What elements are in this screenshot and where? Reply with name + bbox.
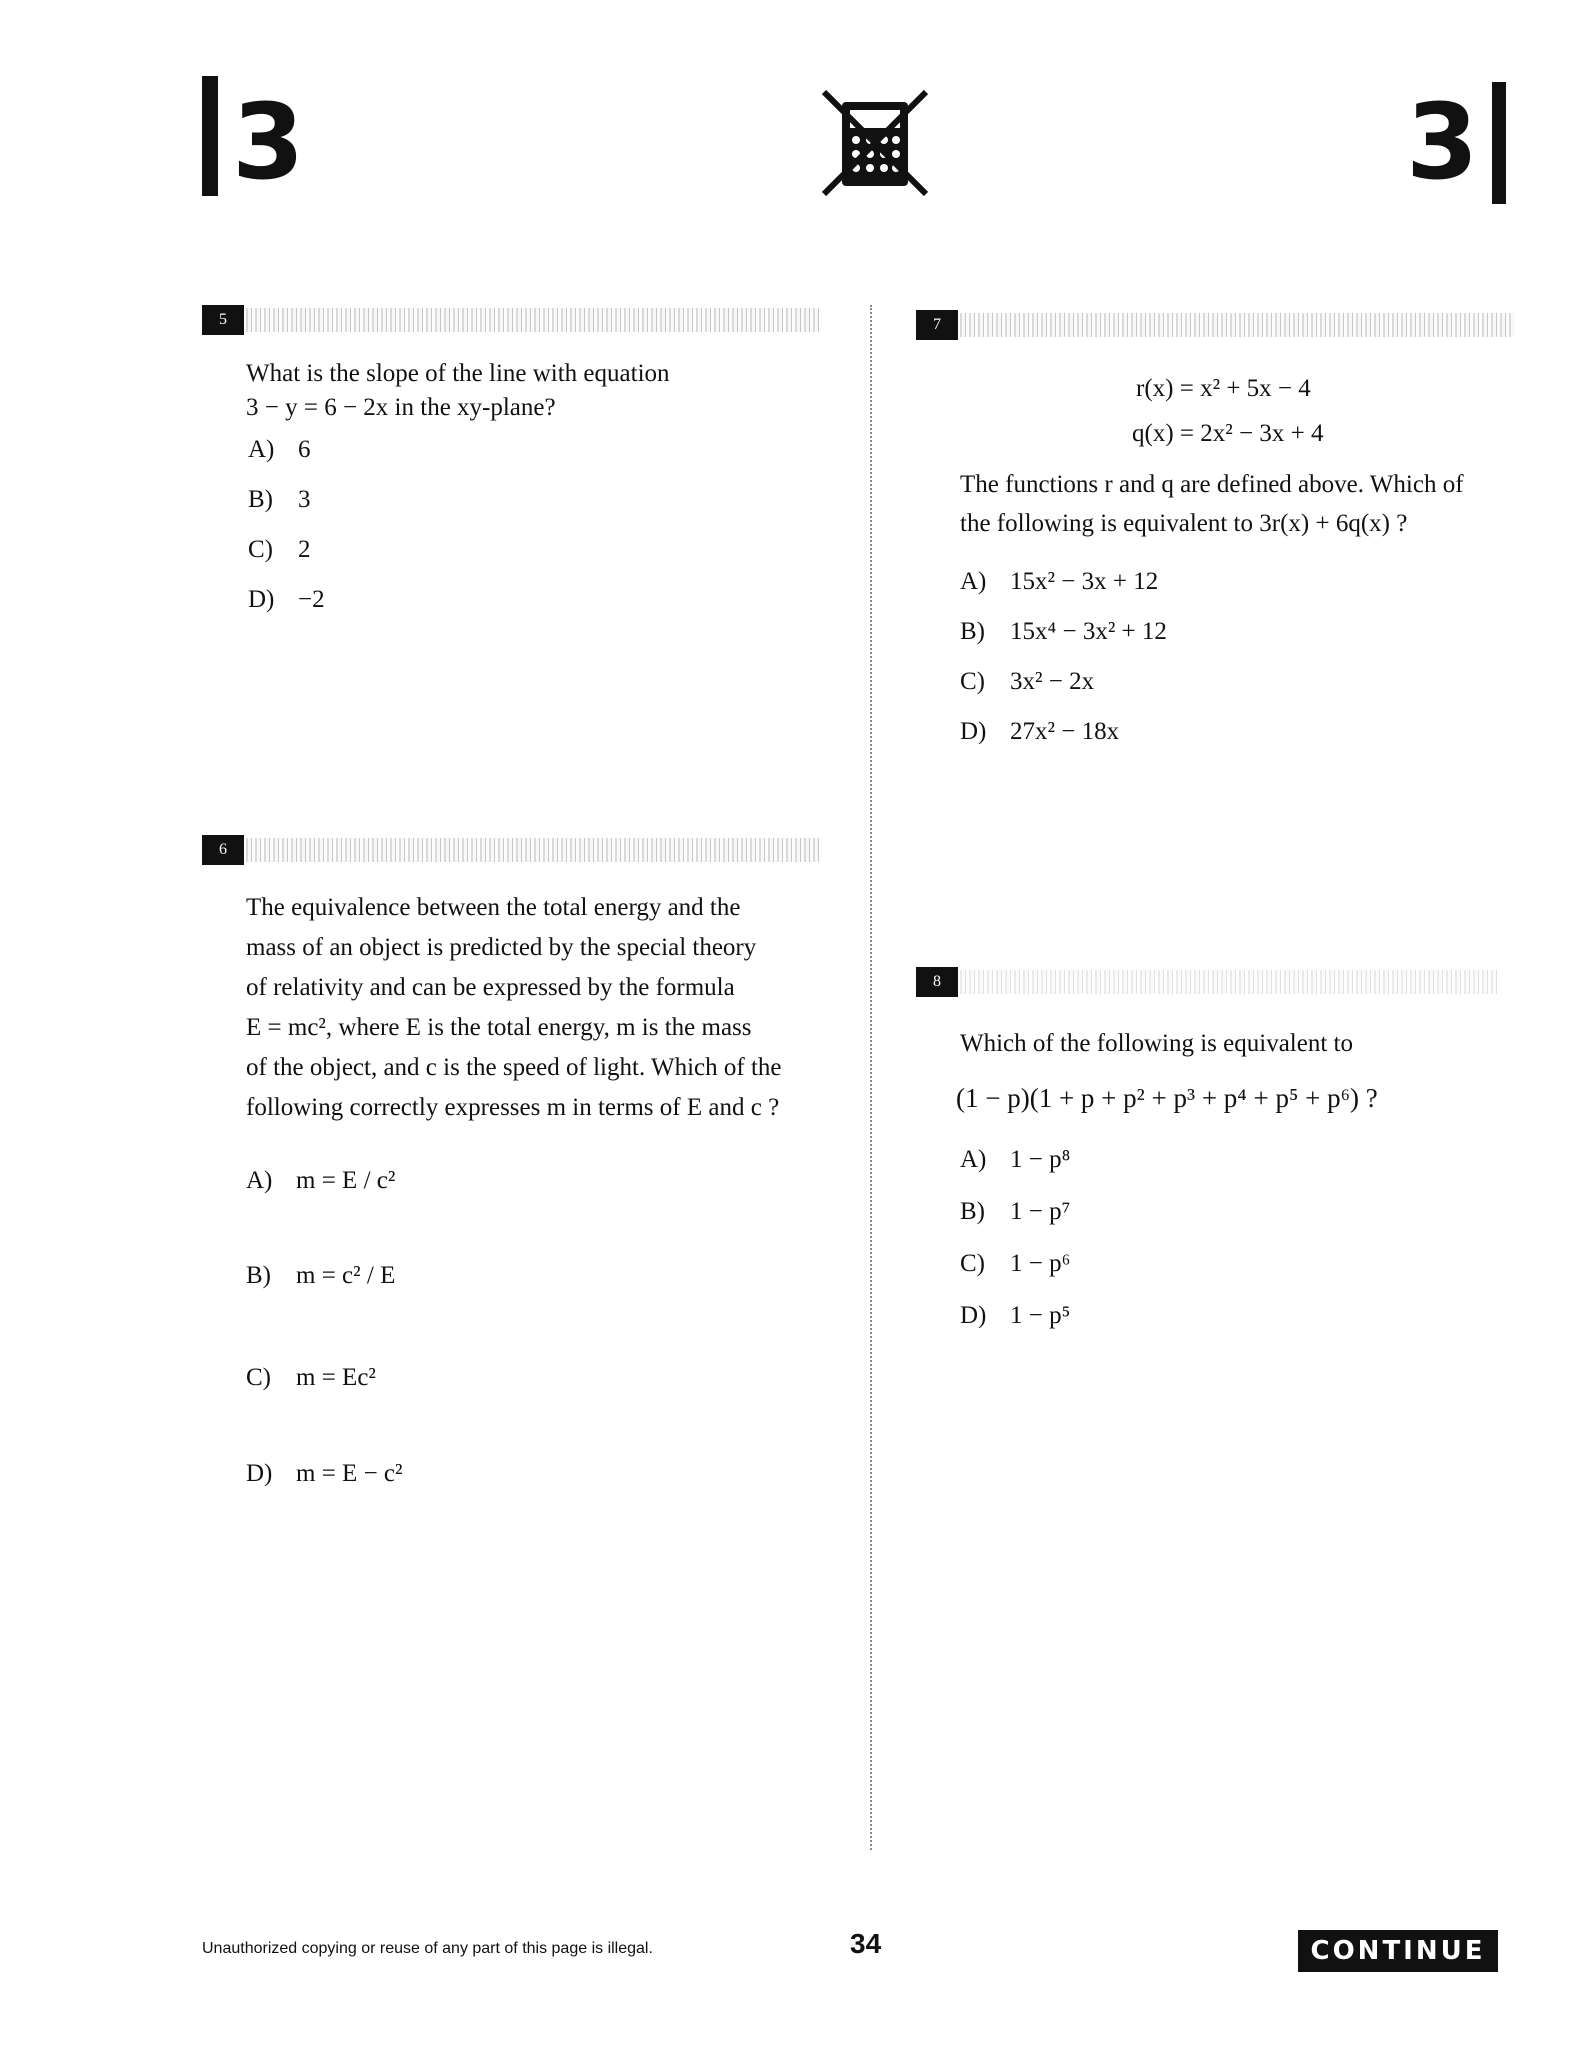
choice-label: A) [246, 1167, 273, 1194]
choice-7d[interactable] [960, 716, 1119, 748]
choice-value: 1 − p⁵ [1010, 1302, 1071, 1329]
section-bar-right [1492, 82, 1506, 204]
choice-value: m = c² / E [296, 1262, 396, 1289]
choice-value: m = Ec² [296, 1364, 376, 1391]
function-r: r(x) = x² + 5x − 4 [1136, 375, 1311, 402]
choice-7b[interactable] [960, 616, 1167, 648]
question-6-text-line-6: following correctly expresses m in terms of E and c ? [246, 1094, 780, 1121]
choice-5d[interactable] [248, 584, 325, 616]
question-6-text-line-4: E = mc², where E is the total energy, m is the mass [246, 1014, 752, 1041]
question-7-header [916, 310, 1514, 340]
choice-label: A) [960, 1146, 987, 1173]
section-number-right: 3 [1406, 81, 1479, 203]
choice-label: C) [246, 1364, 271, 1391]
question-7-text-line-2: the following is equivalent to 3r(x) + 6q(x) ? [960, 510, 1408, 537]
choice-value: m = E − c² [296, 1460, 403, 1487]
question-5-text-line-1: What is the slope of the line with equation [246, 360, 670, 387]
question-8-header [916, 967, 1500, 997]
choice-8a[interactable] [960, 1144, 1070, 1176]
question-number: 8 [916, 967, 958, 997]
choice-label: D) [960, 1302, 987, 1329]
choice-6c[interactable] [246, 1362, 376, 1394]
choice-8c[interactable] [960, 1248, 1070, 1280]
header-rule [246, 838, 822, 862]
choice-label: C) [960, 668, 985, 695]
choice-label: D) [960, 718, 987, 745]
choice-6a[interactable] [246, 1165, 395, 1197]
page-number: 34 [850, 1928, 882, 1959]
column-divider [870, 305, 872, 1850]
choice-5c[interactable] [248, 534, 311, 566]
choice-label: D) [246, 1460, 273, 1487]
question-6-text-line-5: of the object, and c is the speed of light. Which of the [246, 1054, 782, 1081]
choice-label: B) [248, 486, 273, 513]
choice-value: 6 [298, 436, 311, 463]
header-rule [246, 308, 822, 332]
choice-5b[interactable] [248, 484, 311, 516]
choice-label: A) [960, 568, 987, 595]
choice-label: B) [246, 1262, 271, 1289]
choice-value: 1 − p⁶ [1010, 1250, 1071, 1277]
choice-label: B) [960, 618, 985, 645]
choice-7a[interactable] [960, 566, 1158, 598]
choice-label: C) [960, 1250, 985, 1277]
question-6-text-line-3: of relativity and can be expressed by the formula [246, 974, 735, 1001]
choice-value: 3 [298, 486, 311, 513]
question-number: 6 [202, 835, 244, 865]
choice-6d[interactable] [246, 1458, 403, 1490]
question-5-header [202, 305, 822, 335]
choice-label: D) [248, 586, 275, 613]
header-rule [960, 313, 1514, 337]
question-8-text: Which of the following is equivalent to [960, 1030, 1353, 1057]
section-number-left: 3 [232, 81, 305, 203]
choice-value: 1 − p⁸ [1010, 1146, 1071, 1173]
question-number: 5 [202, 305, 244, 335]
continue-button[interactable]: CONTINUE [1298, 1930, 1498, 1972]
choice-8b[interactable] [960, 1196, 1070, 1228]
section-bar-left [202, 76, 218, 196]
choice-value: 15x⁴ − 3x² + 12 [1010, 618, 1167, 645]
choice-value: 3x² − 2x [1010, 668, 1095, 695]
copyright-notice: Unauthorized copying or reuse of any part of this page is illegal. [202, 1940, 653, 1957]
function-q: q(x) = 2x² − 3x + 4 [1132, 420, 1324, 447]
no-calculator-icon [820, 88, 930, 198]
question-8-expression: (1 − p)(1 + p + p² + p³ + p⁴ + p⁵ + p⁶) ? [956, 1083, 1378, 1113]
choice-value: 27x² − 18x [1010, 718, 1120, 745]
question-6-header [202, 835, 822, 865]
question-number: 7 [916, 310, 958, 340]
choice-value: 1 − p⁷ [1010, 1198, 1071, 1225]
choice-value: m = E / c² [296, 1167, 396, 1194]
choice-8d[interactable] [960, 1300, 1070, 1332]
question-7-text-line-1: The functions r and q are defined above. Which of [960, 471, 1464, 498]
question-5-text-line-2: 3 − y = 6 − 2x in the xy-plane? [246, 394, 556, 421]
choice-6b[interactable] [246, 1260, 395, 1292]
choice-7c[interactable] [960, 666, 1094, 698]
choice-label: A) [248, 436, 275, 463]
choice-5a[interactable] [248, 434, 311, 466]
question-6-text-line-2: mass of an object is predicted by the special theory [246, 934, 757, 961]
choice-value: 2 [298, 536, 311, 563]
choice-value: 15x² − 3x + 12 [1010, 568, 1159, 595]
choice-value: −2 [298, 586, 325, 613]
choice-label: B) [960, 1198, 985, 1225]
question-6-text-line-1: The equivalence between the total energy and the [246, 894, 741, 921]
choice-label: C) [248, 536, 273, 563]
header-rule [960, 970, 1500, 994]
